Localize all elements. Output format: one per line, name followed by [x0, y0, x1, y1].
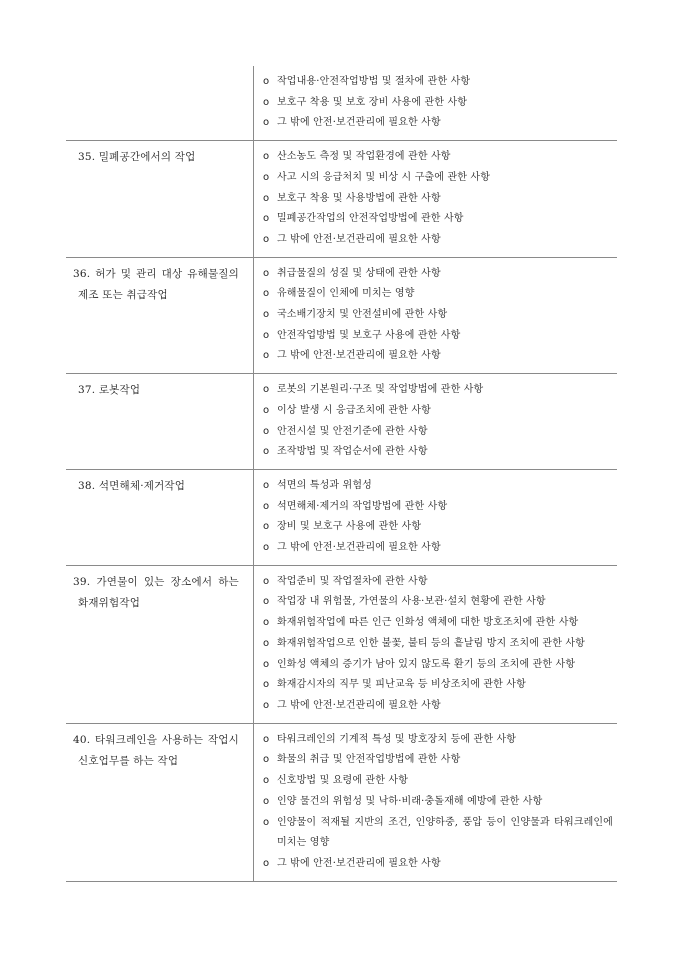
list-item-text: 작업장 내 위험물, 가연물의 사용·보관·설치 현황에 관한 사항	[277, 596, 546, 608]
list-item-text: 조작방법 및 작업순서에 관한 사항	[277, 446, 428, 458]
training-items-cell	[254, 257, 618, 374]
list-item-text: 그 밖에 안전·보건관리에 필요한 사항	[277, 542, 441, 554]
circle-bullet-icon: o	[263, 575, 270, 587]
list-item-text: 그 밖에 안전·보건관리에 필요한 사항	[277, 350, 441, 362]
task-cell	[66, 66, 254, 141]
list-item-text: 신호방법 및 요령에 관한 사항	[277, 775, 409, 787]
list-item-text: 그 밖에 안전·보건관리에 필요한 사항	[277, 699, 441, 711]
training-items-cell	[254, 469, 618, 565]
list-item-text: 그 밖에 안전·보건관리에 필요한 사항	[277, 117, 441, 129]
list-item	[263, 592, 613, 613]
circle-bullet-icon: o	[263, 596, 270, 608]
list-item	[263, 113, 613, 134]
list-item-text: 그 밖에 안전·보건관리에 필요한 사항	[277, 233, 441, 245]
task-title	[66, 66, 253, 72]
table-row	[66, 66, 617, 141]
circle-bullet-icon: o	[263, 542, 270, 554]
circle-bullet-icon: o	[263, 96, 270, 108]
circle-bullet-icon: o	[263, 350, 270, 362]
task-cell	[66, 257, 254, 374]
training-items-cell	[254, 565, 618, 723]
circle-bullet-icon: o	[263, 479, 270, 491]
circle-bullet-icon: o	[263, 857, 270, 869]
training-items-cell	[254, 141, 618, 258]
task-cell	[66, 723, 254, 881]
list-item-text: 석면해체·제거의 작업방법에 관한 사항	[277, 500, 448, 512]
training-item-list	[254, 566, 617, 723]
table-row	[66, 141, 617, 258]
list-item	[263, 93, 613, 114]
list-item	[263, 209, 613, 230]
circle-bullet-icon: o	[263, 192, 270, 204]
task-cell	[66, 565, 254, 723]
table-row	[66, 565, 617, 723]
list-item-text: 화물의 취급 및 안전작업방법에 관한 사항	[277, 754, 461, 766]
list-item	[263, 750, 613, 771]
circle-bullet-icon: o	[263, 617, 270, 629]
list-item-text: 유해물질이 인체에 미치는 영향	[277, 288, 415, 300]
circle-bullet-icon: o	[263, 171, 270, 183]
training-item-list	[254, 724, 617, 881]
circle-bullet-icon: o	[263, 658, 270, 670]
list-item-text: 석면의 특성과 위험성	[277, 479, 372, 491]
circle-bullet-icon: o	[263, 384, 270, 396]
circle-bullet-icon: o	[263, 151, 270, 163]
circle-bullet-icon: o	[263, 500, 270, 512]
training-item-list	[254, 66, 617, 140]
list-item-text: 국소배기장치 및 안전설비에 관한 사항	[277, 309, 448, 321]
training-items-cell	[254, 66, 618, 141]
list-item-text: 화재위험작업으로 인한 불꽃, 불티 등의 흩날림 방지 조치에 관한 사항	[277, 637, 585, 649]
list-item	[263, 517, 613, 538]
circle-bullet-icon: o	[263, 288, 270, 300]
list-item	[263, 675, 613, 696]
training-item-list	[254, 374, 617, 469]
list-item	[263, 696, 613, 717]
list-item-text: 안전시설 및 안전기준에 관한 사항	[277, 425, 428, 437]
table-row	[66, 723, 617, 881]
list-item	[263, 442, 613, 463]
list-item-text: 사고 시의 응급처치 및 비상 시 구출에 관한 사항	[277, 171, 491, 183]
table-row	[66, 257, 617, 374]
circle-bullet-icon: o	[263, 425, 270, 437]
list-item	[263, 730, 613, 751]
task-title: 38. 석면해체·제거작업	[78, 479, 186, 492]
task-title: 36. 허가 및 관리 대상 유해물질의 제조 또는 취급작업	[73, 267, 239, 301]
list-item	[263, 401, 613, 422]
list-item-text: 장비 및 보호구 사용에 관한 사항	[277, 521, 422, 533]
list-item-text: 밀폐공간작업의 안전작업방법에 관한 사항	[277, 213, 464, 225]
list-item	[263, 422, 613, 443]
list-item-text: 보호구 착용 및 보호 장비 사용에 관한 사항	[277, 96, 468, 108]
training-item-list	[254, 141, 617, 257]
list-item	[263, 613, 613, 634]
circle-bullet-icon: o	[263, 213, 270, 225]
task-cell	[66, 374, 254, 470]
list-item	[263, 854, 613, 875]
circle-bullet-icon: o	[263, 733, 270, 745]
task-title: 40. 타워크레인을 사용하는 작업시 신호업무를 하는 작업	[73, 733, 239, 767]
list-item-text: 화재위험작업에 따른 인근 인화성 액체에 대한 방호조치에 관한 사항	[277, 617, 579, 629]
table-row	[66, 374, 617, 470]
circle-bullet-icon: o	[263, 446, 270, 458]
circle-bullet-icon: o	[263, 754, 270, 766]
circle-bullet-icon: o	[263, 679, 270, 691]
list-item	[263, 655, 613, 676]
list-item	[263, 326, 613, 347]
list-item	[263, 771, 613, 792]
circle-bullet-icon: o	[263, 637, 270, 649]
list-item	[263, 572, 613, 593]
list-item-text: 인화성 액체의 증기가 남아 있지 않도록 환기 등의 조치에 관한 사항	[277, 658, 576, 670]
list-item	[263, 634, 613, 655]
list-item	[263, 284, 613, 305]
training-items-cell	[254, 374, 618, 470]
list-item-text: 작업내용·안전작업방법 및 절차에 관한 사항	[277, 76, 471, 87]
task-cell	[66, 141, 254, 258]
table-body	[66, 66, 617, 881]
list-item	[263, 168, 613, 189]
list-item	[263, 264, 613, 285]
circle-bullet-icon: o	[263, 404, 270, 416]
circle-bullet-icon: o	[263, 795, 270, 807]
list-item-text: 보호구 착용 및 사용방법에 관한 사항	[277, 192, 441, 204]
list-item-text: 화재감시자의 직무 및 피난교육 등 비상조치에 관한 사항	[277, 679, 526, 691]
circle-bullet-icon: o	[263, 775, 270, 787]
task-cell	[66, 469, 254, 565]
list-item	[263, 813, 613, 854]
list-item	[263, 497, 613, 518]
circle-bullet-icon: o	[263, 267, 270, 279]
training-item-list	[254, 470, 617, 565]
task-title: 39. 가연물이 있는 장소에서 하는 화재위험작업	[73, 575, 239, 609]
list-item-text: 로봇의 기본원리·구조 및 작업방법에 관한 사항	[277, 384, 484, 396]
training-content-table	[66, 66, 617, 882]
list-item-text: 이상 발생 시 응급조치에 관한 사항	[277, 404, 431, 416]
circle-bullet-icon: o	[263, 76, 270, 87]
list-item-text: 인양 물건의 위험성 및 낙하·비래·충돌재해 예방에 관한 사항	[277, 795, 543, 807]
circle-bullet-icon: o	[263, 117, 270, 129]
list-item-text: 인양물이 적재될 지반의 조건, 인양하중, 풍압 등이 인양물과 타워크레인에 미치는 영향	[277, 816, 613, 849]
list-item-text: 산소농도 측정 및 작업환경에 관한 사항	[277, 151, 451, 163]
list-item-text: 안전작업방법 및 보호구 사용에 관한 사항	[277, 329, 461, 341]
list-item	[263, 147, 613, 168]
table-row	[66, 469, 617, 565]
task-title: 35. 밀폐공간에서의 작업	[78, 151, 196, 164]
list-item	[263, 538, 613, 559]
list-item-text: 취급물질의 성질 및 상태에 관한 사항	[277, 267, 441, 279]
circle-bullet-icon: o	[263, 699, 270, 711]
list-item	[263, 792, 613, 813]
list-item	[263, 476, 613, 497]
circle-bullet-icon: o	[263, 309, 270, 321]
list-item-text: 작업준비 및 작업절차에 관한 사항	[277, 575, 428, 587]
list-item-text: 타워크레인의 기계적 특성 및 방호장치 등에 관한 사항	[277, 733, 517, 745]
list-item	[263, 189, 613, 210]
circle-bullet-icon: o	[263, 329, 270, 341]
list-item	[263, 305, 613, 326]
circle-bullet-icon: o	[263, 233, 270, 245]
list-item	[263, 346, 613, 367]
training-item-list	[254, 258, 617, 374]
list-item	[263, 230, 613, 251]
circle-bullet-icon: o	[263, 816, 270, 828]
training-items-cell	[254, 723, 618, 881]
list-item	[263, 380, 613, 401]
list-item	[263, 72, 613, 93]
task-title: 37. 로봇작업	[78, 384, 141, 397]
list-item-text: 그 밖에 안전·보건관리에 필요한 사항	[277, 857, 441, 869]
circle-bullet-icon: o	[263, 521, 270, 533]
